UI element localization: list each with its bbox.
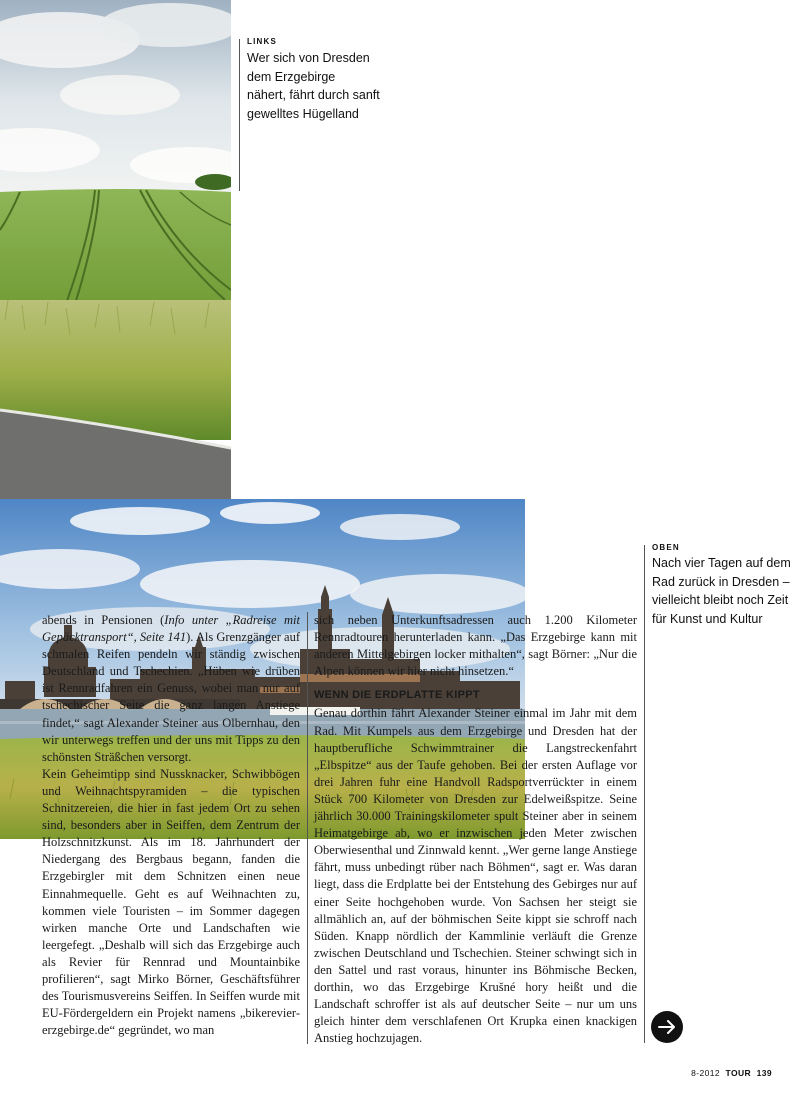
caption-label-oben: OBEN xyxy=(652,543,680,552)
article-paragraph: sich neben Unterkunftsadressen auch 1.200 Kilometer Rennradtouren herunterladen kann. „Das Erzgebirge kann mit anderen Mittelgebirgen locker mithalten“, sagt Börner: „Nur die Alpen können wir hier nicht hinsetzen.“ xyxy=(314,613,637,679)
caption-divider-left xyxy=(239,39,240,191)
page-footer xyxy=(691,1068,772,1078)
arrow-right-icon xyxy=(658,1020,676,1034)
info-reference: Info unter „Radreise mit Gepäcktransport“, Seite 141 xyxy=(42,613,300,645)
issue-date: 8-2012 xyxy=(691,1068,721,1078)
next-page-arrow-icon[interactable] xyxy=(651,1011,683,1043)
caption-line: nähert, fährt durch sanft xyxy=(247,88,380,102)
photo-field-landscape xyxy=(0,0,231,499)
column-divider-middle xyxy=(307,612,308,1044)
caption-links-text xyxy=(247,49,380,123)
caption-line: Rad zurück in Dresden – xyxy=(652,574,790,589)
article-paragraph: Genau dorthin fährt Alexander Steiner einmal im Jahr mit dem Rad. Mit Kumpels aus dem Erzgebirge und Dresden hat der hauptberufliche Schwimmtrainer die Langstreckenfahrt „Elbspitze“ aus der Taufe gehoben. Bei der ersten Auflage vor drei Jahren fuhr eine Handvoll Radsportverrückter in einem Stück 700 Kilometer von Dresden zur Edelweißspitze. Seine jährlich 30.000 Trainingskilometer spult Steiner aber in seinem Heimatgebirge ab, wo er inzwischen jeden Meter zwischen Oberwiesenthal und Zinnwald kennt. „Wer gerne lange Anstiege fährt, muss unbedingt rüber nach Böhmen“, sagt er. Was daran liegt, dass die Erdplatte bei der Entstehung des Gebirges nur auf einer Seite hochgehoben wurde. Von Sachsen her steigt sie allmählich an, auf der böhmischen Seite kippt sie schroff nach Süden. Knapp nördlich der Kammlinie verläuft die Grenze zwischen Deutschland und Tschechien. Steiner schwingt sich in den Sattel und rast voraus, hinunter ins Böhmische Becken, dorthin, wo das Erzgebirge Krušné hory heißt und die Landschaft schroffer ist als auf deutscher Seite – nur um uns gleich hinter dem verschlafenen Ort Krupka einen knackigen Anstieg hochzujagen. xyxy=(314,706,637,1046)
page-number: 139 xyxy=(756,1068,772,1078)
caption-oben-text xyxy=(652,554,791,628)
caption-line: dem Erzgebirge xyxy=(247,69,336,84)
caption-label-links: LINKS xyxy=(247,37,277,46)
article-paragraph: abends in Pensionen (Info unter „Radreise mit Gepäcktransport“, Seite 141). Als Grenzgänger auf schmalen Reifen pendeln wir ständig zwischen Deutschland und Tschechien. „Hüben wie drüben ist Rennradfahren ein Genuss, wobei man nur auf tschechischer Seite die ganz langen Anstiege findet,“ sagt Alexander Steiner aus Olbernhau, den wir unterwegs treffen und der uns mit Tipps zu den schönsten Sträßchen versorgt. xyxy=(42,613,300,764)
caption-line: Nach vier Tagen auf dem xyxy=(652,556,791,570)
caption-line: gewelltes Hügelland xyxy=(247,106,359,121)
column-divider-right xyxy=(644,545,645,1043)
caption-line: für Kunst und Kultur xyxy=(652,611,763,626)
caption-line: vielleicht bleibt noch Zeit xyxy=(652,593,789,607)
article-column-1 xyxy=(42,612,300,1039)
caption-line: Wer sich von Dresden xyxy=(247,51,370,65)
section-subheading: WENN DIE ERDPLATTE KIPPT xyxy=(314,689,480,702)
magazine-name: TOUR xyxy=(725,1068,752,1078)
article-paragraph: Kein Geheimtipp sind Nussknacker, Schwibbögen und Weihnachtspyramiden – die typischen Schnitzereien, die hier in fast jedem Ort zu sehen sind, besonders aber in Seiffen, dem Zentrum der Holzschnitzkunst. Als im 18. Jahrhundert der Niedergang des Bergbaus begann, fanden die Erzgebirgler mit dem Schnitzen einen neue Einnahmequelle. Geht es auf Weihnachten zu, kommen viele Touristen – im Sommer dagegen wirken manche Orte und Landschaften wie leergefegt. „Deshalb will sich das Erzgebirge auch als Revier für Rennrad und Mountainbike profilieren“, sagt Mirko Börner, Geschäftsführer des Tourismusvereins Seiffen. In Seiffen wurde mit EU-Fördergeldern ein Projekt namens „bikerevier-erzgebirge.de“ gegründet, wo man xyxy=(42,766,300,1038)
article-column-2 xyxy=(314,612,637,1047)
